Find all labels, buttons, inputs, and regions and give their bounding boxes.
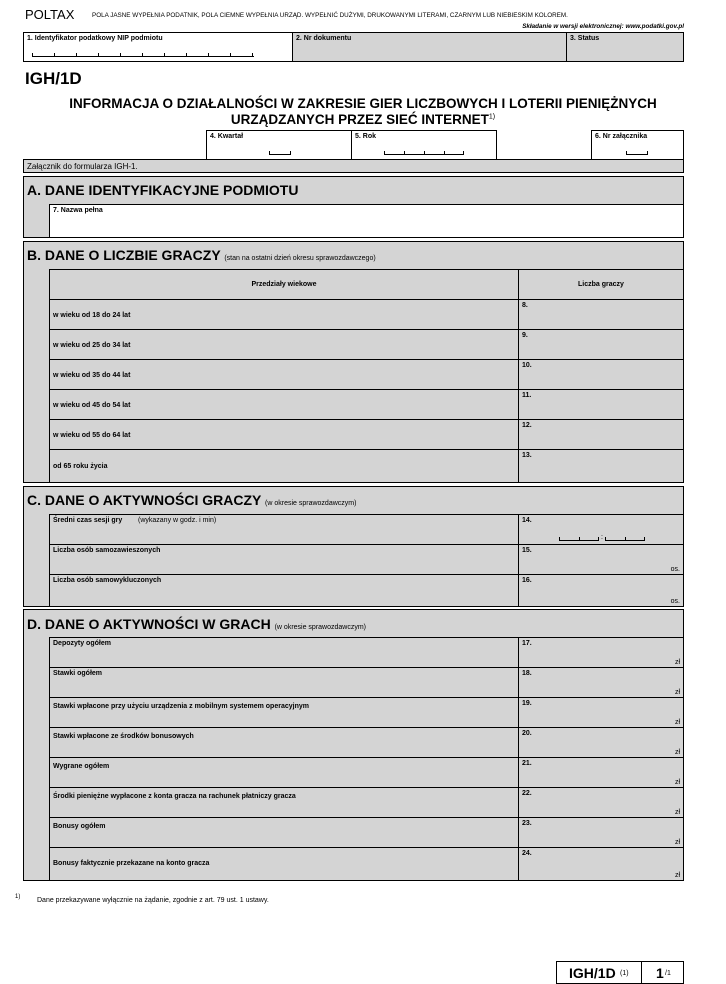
year-field[interactable]	[351, 130, 497, 160]
field-number: 10.	[522, 362, 532, 369]
game-row-text: Wygrane ogółem	[53, 763, 110, 770]
unit-label: zł	[674, 809, 680, 816]
unit-label: zł	[674, 719, 680, 726]
field-number: 24.	[522, 850, 532, 857]
game-row-value-field[interactable]	[518, 817, 684, 848]
player-count-header	[518, 269, 684, 300]
age-row-text: w wieku od 25 do 34 lat	[53, 342, 131, 349]
game-row-label	[49, 787, 519, 818]
game-row-text: Bonusy faktycznie przekazane na konto gracza	[53, 860, 210, 867]
attachment-note-row	[23, 159, 684, 173]
game-row-value-field[interactable]	[518, 667, 684, 698]
field-number: 22.	[522, 790, 532, 797]
footer-page-number	[641, 961, 684, 984]
age-row-value-field[interactable]	[518, 359, 684, 390]
unit-label: os.	[670, 566, 680, 573]
time-separator: :	[601, 534, 603, 541]
year-comb	[384, 151, 464, 155]
form-title-line2-text: URZĄDZANYCH PRZEZ SIEĆ INTERNET	[230, 112, 489, 127]
field-number: 14.	[522, 517, 532, 524]
game-row-value-field[interactable]	[518, 637, 684, 668]
field-number: 19.	[522, 700, 532, 707]
game-row-text: Stawki ogółem	[53, 670, 103, 677]
age-row-label	[49, 299, 519, 330]
game-row-label	[49, 757, 519, 788]
age-row-value-field[interactable]	[518, 329, 684, 360]
field-number: 17.	[522, 640, 532, 647]
nip-label: 1. Identyfikator podatkowy NIP podmiotu	[27, 35, 163, 42]
age-row-label	[49, 359, 519, 390]
form-code: IGH/1D	[25, 69, 82, 88]
age-row-value-field[interactable]	[518, 449, 684, 483]
field-number: 8.	[522, 302, 528, 309]
unit-label: zł	[674, 749, 680, 756]
full-name-label: 7. Nazwa pełna	[53, 207, 103, 214]
age-row-label	[49, 449, 519, 483]
section-a-title: A. DANE IDENTYFIKACYJNE PODMIOTU	[27, 182, 299, 198]
year-label: 5. Rok	[355, 133, 377, 140]
full-name-field[interactable]	[49, 204, 684, 238]
section-b-title-text: B. DANE O LICZBIE GRACZY	[27, 247, 221, 263]
activity-row-text: Liczba osób samowykluczonych	[53, 577, 162, 584]
attachment-number-label: 6. Nr załącznika	[595, 133, 648, 140]
game-row-label	[49, 667, 519, 698]
status-label: 3. Status	[570, 35, 600, 42]
game-row-label	[49, 697, 519, 728]
field-number: 12.	[522, 422, 532, 429]
age-row-label	[49, 389, 519, 420]
age-range-header	[49, 269, 519, 300]
player-count-header-label: Liczba graczy	[578, 281, 624, 288]
document-number-field	[292, 32, 567, 62]
footnote-mark: 1)	[15, 894, 21, 900]
footer-code: IGH/1D	[569, 965, 616, 981]
field-number: 9.	[522, 332, 528, 339]
activity-row-note: (wykazany w godz. i min)	[138, 517, 217, 524]
game-row-value-field[interactable]	[518, 727, 684, 758]
footer-form-code	[556, 961, 642, 984]
attachment-comb	[626, 151, 648, 155]
activity-row-label	[49, 574, 519, 607]
status-field	[566, 32, 684, 62]
field-number: 18.	[522, 670, 532, 677]
unit-label: zł	[674, 659, 680, 666]
field-number: 13.	[522, 452, 532, 459]
age-range-header-label: Przedziały wiekowe	[251, 281, 317, 288]
title-footnote-mark: 1)	[488, 113, 496, 121]
electronic-submission-note: Składanie w wersji elektronicznej: www.podatki.gov.pl	[522, 23, 684, 30]
quarter-label: 4. Kwartał	[210, 133, 244, 140]
section-c-subtitle: (w okresie sprawozdawczym)	[265, 500, 357, 507]
age-row-text: od 65 roku życia	[53, 463, 108, 470]
section-d-title	[27, 616, 366, 632]
brand: POLTAX	[25, 7, 75, 22]
attachment-number-field[interactable]	[591, 130, 684, 160]
page-current: 1	[656, 965, 664, 981]
section-c-title	[27, 492, 356, 508]
activity-row-value-field[interactable]	[518, 574, 684, 607]
section-d-subtitle: (w okresie sprawozdawczym)	[274, 624, 367, 631]
section-d-title-text: D. DANE O AKTYWNOŚCI W GRACH	[27, 616, 271, 632]
unit-label: zł	[674, 839, 680, 846]
game-row-text: Depozyty ogółem	[53, 640, 111, 647]
game-row-text: Stawki wpłacone ze środków bonusowych	[53, 733, 194, 740]
fill-instructions: POLA JASNE WYPEŁNIA PODATNIK, POLA CIEMNE WYPEŁNIA URZĄD. WYPEŁNIĆ DUŻYMI, DRUKOWANYMI LITERAMI, CZARNYM LUB NIEBIESKIM KOLOREM.	[92, 12, 568, 19]
game-row-label	[49, 727, 519, 758]
age-row-label	[49, 329, 519, 360]
game-row-label	[49, 637, 519, 668]
field-number: 20.	[522, 730, 532, 737]
age-row-text: w wieku od 55 do 64 lat	[53, 432, 131, 439]
section-b-title	[27, 247, 376, 263]
quarter-field[interactable]	[206, 130, 352, 160]
age-row-value-field[interactable]	[518, 389, 684, 420]
age-row-value-field[interactable]	[518, 299, 684, 330]
age-row-text: w wieku od 18 do 24 lat	[53, 312, 131, 319]
game-row-text: Środki pieniężne wypłacone z konta gracza na rachunek płatniczy gracza	[53, 793, 296, 800]
attachment-note: Załącznik do formularza IGH-1.	[27, 162, 138, 171]
hours-comb	[559, 537, 599, 541]
field-number: 15.	[522, 547, 532, 554]
form-title-line1: INFORMACJA O DZIAŁALNOŚCI W ZAKRESIE GIER LICZBOWYCH I LOTERII PIENIĘŻNYCH	[69, 96, 657, 111]
unit-label: zł	[674, 779, 680, 786]
game-row-value-field[interactable]	[518, 847, 684, 881]
nip-comb	[32, 53, 254, 57]
activity-row-text: Średni czas sesji gry	[53, 517, 123, 524]
page-total: /1	[665, 970, 671, 977]
nip-field[interactable]	[23, 32, 293, 62]
form-title-line2	[0, 112, 726, 127]
section-b-subtitle: (stan na ostatni dzień okresu sprawozdawczego)	[224, 255, 376, 262]
footnote-text: Dane przekazywane wyłącznie na żądanie, zgodnie z art. 79 ust. 1 ustawy.	[37, 897, 269, 904]
session-time-field[interactable]	[518, 514, 684, 545]
field-number: 23.	[522, 820, 532, 827]
unit-label: os.	[670, 598, 680, 605]
game-row-label	[49, 817, 519, 848]
field-number: 16.	[522, 577, 532, 584]
game-row-text: Stawki wpłacone przy użyciu urządzenia z mobilnym systemem operacyjnym	[53, 703, 309, 710]
age-row-value-field[interactable]	[518, 419, 684, 450]
section-c-title-text: C. DANE O AKTYWNOŚCI GRACZY	[27, 492, 262, 508]
age-row-text: w wieku od 35 do 44 lat	[53, 372, 131, 379]
game-row-value-field[interactable]	[518, 757, 684, 788]
game-row-label	[49, 847, 519, 881]
field-number: 11.	[522, 392, 532, 399]
field-number: 21.	[522, 760, 532, 767]
age-row-label	[49, 419, 519, 450]
quarter-comb	[269, 151, 291, 155]
activity-row-text: Liczba osób samozawieszonych	[53, 547, 161, 554]
unit-label: zł	[674, 689, 680, 696]
activity-row-value-field[interactable]	[518, 544, 684, 575]
activity-row-label	[49, 544, 519, 575]
activity-row-label	[49, 514, 519, 545]
document-number-label: 2. Nr dokumentu	[296, 35, 352, 42]
footer-version: (1)	[620, 970, 629, 977]
unit-label: zł	[674, 872, 680, 879]
game-row-text: Bonusy ogółem	[53, 823, 106, 830]
minutes-comb	[605, 537, 645, 541]
age-row-text: w wieku od 45 do 54 lat	[53, 402, 131, 409]
game-row-value-field[interactable]	[518, 787, 684, 818]
game-row-value-field[interactable]	[518, 697, 684, 728]
